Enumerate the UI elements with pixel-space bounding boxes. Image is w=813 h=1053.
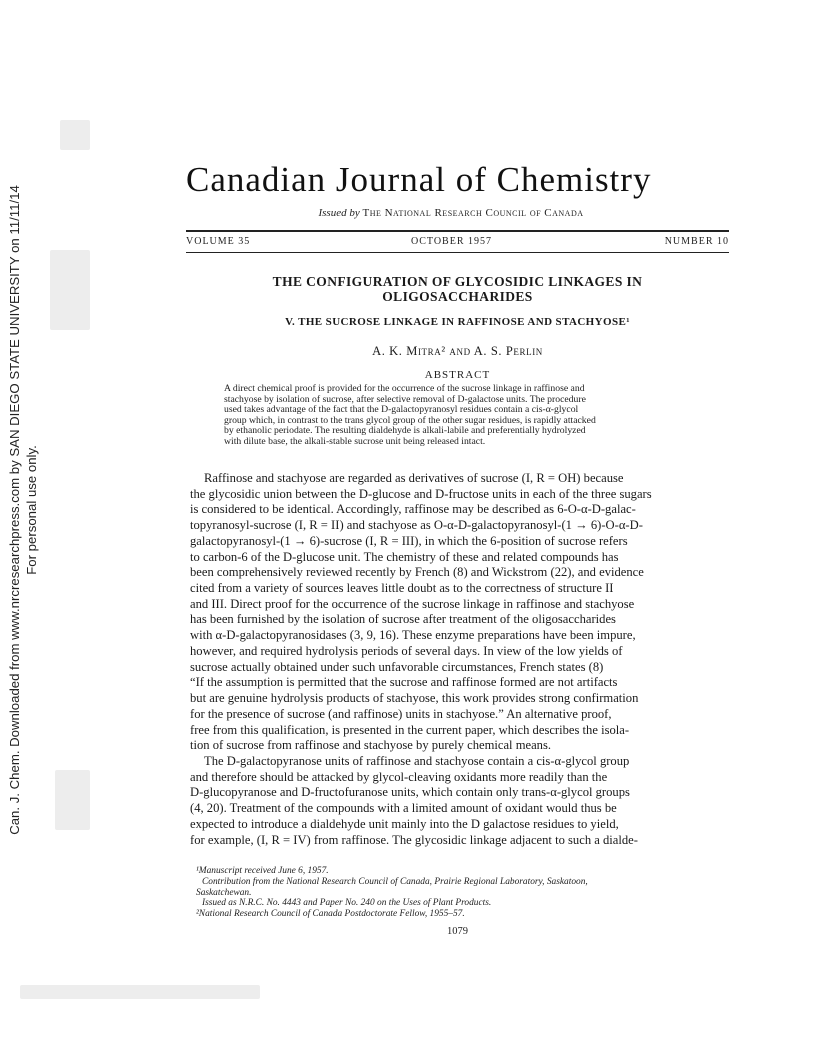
issued-by-org: The National Research Council of Canada	[362, 207, 584, 219]
body-line: D-glucopyranose and D-fructofuranose units, which contain only trans-α-glycol groups	[190, 785, 630, 800]
footnotes	[196, 866, 736, 920]
body-line: with α-D-galactopyranosidases (3, 9, 16). These enzyme preparations have been impure,	[190, 628, 636, 643]
scan-noise	[20, 985, 260, 999]
article-authors: A. K. Mitra² and A. S. Perlin	[372, 344, 543, 358]
body-line: “If the assumption is permitted that the sucrose and raffinose formed are not artifacts	[190, 675, 618, 690]
footnote-line: ¹Manuscript received June 6, 1957.	[196, 866, 329, 876]
issued-by-line	[186, 207, 716, 219]
abstract-text	[224, 384, 711, 447]
volume-row	[186, 236, 729, 250]
body-line: (4, 20). Treatment of the compounds with a limited amount of oxidant would thus be	[190, 801, 617, 816]
abstract-heading: ABSTRACT	[424, 369, 491, 381]
body-line: for example, (I, R = IV) from raffinose. The glycosidic linkage adjacent to such a dialde-	[190, 832, 638, 847]
article-title-line1: THE CONFIGURATION OF GLYCOSIDIC LINKAGES IN	[272, 274, 643, 289]
body-line: the glycosidic union between the D-glucose and D-fructose units in each of the three sugars	[190, 486, 652, 501]
article-title-line2: OLIGOSACCHARIDES	[382, 289, 533, 304]
body-line: sucrose actually obtained under such unfavorable circumstances, French states (8)	[190, 659, 604, 674]
volume-label: VOLUME 35	[186, 236, 251, 247]
body-text	[190, 471, 733, 848]
body-line: free from this qualification, is presented in the current paper, which describes the isola-	[190, 722, 630, 737]
body-line: topyranosyl-sucrose (I, R = II) and stachyose as O-α-D-galactopyranosyl-(1 → 6)-O-α-D-	[190, 518, 643, 533]
body-line: and III. Direct proof for the occurrence of the sucrose linkage in raffinose and stachyose	[190, 596, 635, 611]
body-line: been comprehensively reviewed recently by French (8) and Wickstrom (22), and evidence	[190, 565, 644, 580]
download-stamp-line2: For personal use only.	[24, 445, 39, 575]
page-number: 1079	[447, 926, 468, 937]
issue-date: OCTOBER 1957	[411, 236, 492, 247]
body-line: cited from a variety of sources leaves little doubt as to the correctness of structure II	[190, 581, 614, 596]
body-line: and therefore should be attacked by glycol-cleaving oxidants more readily than the	[190, 769, 608, 784]
body-line: for the presence of sucrose (and raffinose) units in stachyose.” An alternative proof,	[190, 706, 612, 721]
footnote-line: Issued as N.R.C. No. 4443 and Paper No. 240 on the Uses of Plant Products.	[202, 898, 492, 909]
footnote-line: Saskatchewan.	[196, 887, 252, 898]
body-line: but are genuine hydrolysis products of stachyose, this work provides strong confirmation	[190, 691, 639, 706]
footnote-line: ²National Research Council of Canada Postdoctorate Fellow, 1955–57.	[196, 909, 465, 920]
abstract-line: with dilute base, the alkali-stable sucrose unit being released intact.	[224, 436, 486, 447]
scan-noise	[50, 250, 90, 330]
article-subtitle: V. THE SUCROSE LINKAGE IN RAFFINOSE AND STACHYOSE¹	[285, 316, 630, 328]
scan-noise	[60, 120, 90, 150]
article-title	[186, 274, 729, 304]
masthead-rule-bottom	[186, 252, 729, 253]
download-stamp	[0, 150, 46, 870]
body-line: expected to introduce a dialdehyde unit mainly into the D galactose residues to yield,	[190, 816, 619, 831]
abstract-line: stachyose by isolation of sucrose, after selective removal of D-galactose units. The procedure	[224, 394, 586, 405]
journal-title: Canadian Journal of Chemistry	[186, 160, 652, 199]
download-stamp-line1: Can. J. Chem. Downloaded from www.nrcresearchpress.com by SAN DIEGO STATE UNIVERSITY on 11/11/14	[7, 185, 22, 835]
body-line: has been furnished by the isolation of sucrose after treatment of the oligosaccharides	[190, 612, 616, 627]
abstract-line: used takes advantage of the fact that the D-galactopyranosyl residues contain a cis-α-glycol	[224, 405, 579, 416]
abstract-line: group which, in contrast to the trans glycol group of the other sugar residues, is rapidly attacked	[224, 415, 596, 426]
body-line: The D-galactopyranose units of raffinose and stachyose contain a cis-α-glycol group	[204, 753, 630, 768]
body-line: tion of sucrose from raffinose and stachyose by purely chemical means.	[190, 738, 552, 753]
scan-noise	[55, 770, 90, 830]
abstract-line: A direct chemical proof is provided for the occurrence of the sucrose linkage in raffinose and	[224, 384, 585, 394]
body-line: to carbon-6 of the D-glucose unit. The chemistry of these and related compounds has	[190, 549, 619, 564]
body-line: Raffinose and stachyose are regarded as derivatives of sucrose (I, R = OH) because	[204, 471, 624, 485]
masthead-rule-top	[186, 230, 729, 232]
footnote-line: Contribution from the National Research Council of Canada, Prairie Regional Laboratory, Saskatoon,	[202, 876, 588, 887]
abstract-line: by ethanolic periodate. The resulting dialdehyde is alkali-labile and preferentially hydrolyzed	[224, 426, 586, 437]
body-line: galactopyranosyl-(1 → 6)-sucrose (I, R = III), in which the 6-position of sucrose refers	[190, 533, 628, 548]
issued-by-prefix: Issued by	[318, 207, 360, 219]
issue-number: NUMBER 10	[664, 236, 729, 247]
body-line: is considered to be identical. Accordingly, raffinose may be described as 6-O-α-D-galac-	[190, 502, 636, 517]
body-line: however, and required hydrolysis periods of several days. In view of the low yields of	[190, 643, 623, 658]
